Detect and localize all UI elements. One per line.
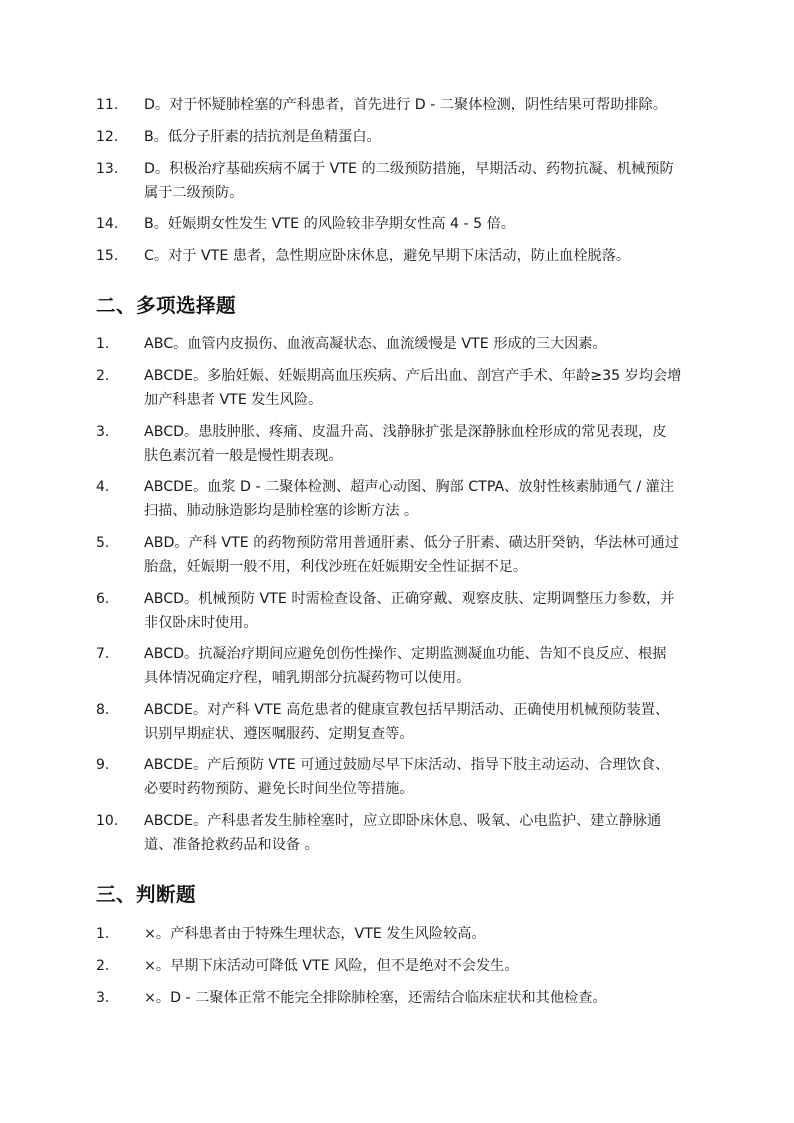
answer-number: 1.: [96, 336, 110, 352]
answer-number: 1.: [96, 926, 110, 942]
answer-number: 4.: [96, 479, 110, 495]
answer-text: ABCD。抗凝治疗期间应避免创伤性操作、定期监测凝血功能、告知不良反应、根据 具体情况确定疗程，哺乳期部分抗凝药物可以使用。: [144, 646, 667, 686]
answer-item: [96, 809, 706, 857]
answer-item: [96, 420, 706, 468]
answer-item: [96, 922, 706, 946]
answer-item: [96, 212, 706, 236]
answer-text: ABCD。机械预防 VTE 时需检查设备、正确穿戴、观察皮肤、定期调整压力参数，并 非仅卧床时使用。: [144, 591, 675, 631]
answer-text: ×。产科患者由于特殊生理状态，VTE 发生风险较高。: [144, 926, 486, 942]
answer-text: B。妊娠期女性发生 VTE 的风险较非孕期女性高 4 - 5 倍。: [144, 216, 516, 232]
answer-item: [96, 642, 706, 690]
answer-text: D。对于怀疑肺栓塞的产科患者，首先进行 D - 二聚体检测，阴性结果可帮助排除。: [144, 97, 667, 113]
answer-text: ABCDE。对产科 VTE 高危患者的健康宣教包括早期活动、正确使用机械预防装置、 识别早期症状、遵医嘱服药、定期复查等。: [144, 702, 670, 742]
answer-number: 14.: [96, 216, 119, 232]
answer-text: D。积极治疗基础疾病不属于 VTE 的二级预防措施，早期活动、药物抗凝、机械预防 属于二级预防。: [144, 161, 674, 201]
answer-text: ×。D - 二聚体正常不能完全排除肺栓塞，还需结合临床症状和其他检查。: [144, 990, 607, 1006]
answer-number: 13.: [96, 161, 119, 177]
answer-item: [96, 332, 706, 356]
answer-text: C。对于 VTE 患者，急性期应卧床休息，避免早期下床活动，防止血栓脱落。: [144, 248, 631, 264]
section-title-multiple-choice: 二、多项选择题: [96, 294, 237, 317]
answer-text: ABCDE。产科患者发生肺栓塞时，应立即卧床休息、吸氧、心电监护、建立静脉通 道、准备抢救药品和设备 。: [144, 813, 662, 853]
answer-item: [96, 587, 706, 635]
answer-number: 11.: [96, 97, 119, 113]
answer-item: [96, 364, 706, 412]
answer-item: [96, 698, 706, 746]
answer-number: 8.: [96, 702, 110, 718]
section-title-true-false: 三、判断题: [96, 883, 197, 906]
answer-number: 3.: [96, 990, 110, 1006]
answer-text: ABCD。患肢肿胀、疼痛、皮温升高、浅静脉扩张是深静脉血栓形成的常见表现，皮 肤色素沉着一般是慢性期表现。: [144, 424, 667, 464]
answer-text: ABC。血管内皮损伤、血液高凝状态、血流缓慢是 VTE 形成的三大因素。: [144, 336, 607, 352]
answer-item: [96, 986, 706, 1010]
answer-text: ABD。产科 VTE 的药物预防常用普通肝素、低分子肝素、磺达肝癸钠，华法林可通过 胎盘，妊娠期一般不用，利伐沙班在妊娠期安全性证据不足。: [144, 535, 679, 575]
answer-item: [96, 125, 706, 149]
answer-number: 2.: [96, 368, 110, 384]
answer-number: 9.: [96, 757, 110, 773]
answer-item: [96, 157, 706, 205]
answer-text: ABCDE。多胎妊娠、妊娠期高血压疾病、产后出血、剖宫产手术、年龄≥35 岁均会增 加产科患者 VTE 发生风险。: [144, 368, 682, 408]
answer-number: 15.: [96, 248, 119, 264]
answer-text: B。低分子肝素的拮抗剂是鱼精蛋白。: [144, 129, 381, 145]
answer-item: [96, 954, 706, 978]
answer-number: 3.: [96, 424, 110, 440]
answer-number: 10.: [96, 813, 119, 829]
answer-item: [96, 244, 706, 268]
answer-number: 6.: [96, 591, 110, 607]
answer-item: [96, 93, 706, 117]
answer-text: ×。早期下床活动可降低 VTE 风险，但不是绝对不会发生。: [144, 958, 519, 974]
answer-number: 7.: [96, 646, 110, 662]
answer-item: [96, 753, 706, 801]
answer-item: [96, 531, 706, 579]
answer-number: 5.: [96, 535, 110, 551]
answer-number: 2.: [96, 958, 110, 974]
answer-text: ABCDE。产后预防 VTE 可通过鼓励尽早下床活动、指导下肢主动运动、合理饮食、 必要时药物预防、避免长时间坐位等措施。: [144, 757, 670, 797]
answer-item: [96, 475, 706, 523]
answer-number: 12.: [96, 129, 119, 145]
answer-text: ABCDE。血浆 D - 二聚体检测、超声心动图、胸部 CTPA、放射性核素肺通气 / 灌注 扫描、肺动脉造影均是肺栓塞的诊断方法 。: [144, 479, 675, 519]
